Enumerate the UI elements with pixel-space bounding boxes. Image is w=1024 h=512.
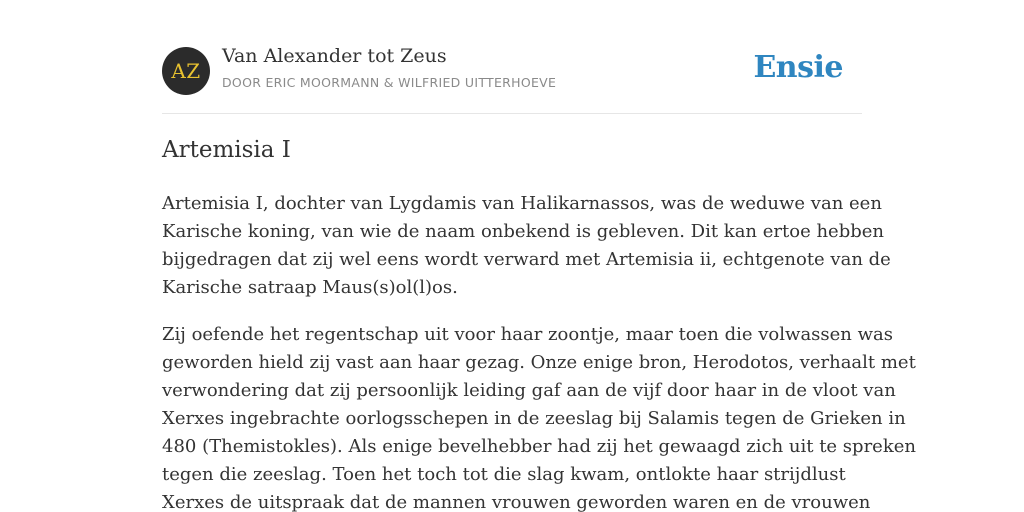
book-title[interactable]: Van Alexander tot Zeus [222, 45, 447, 67]
book-header [162, 0, 862, 114]
entry-paragraph-1 [162, 190, 891, 302]
text-line: Zij oefende het regentschap uit voor haar zoontje, maar toen die volwassen was [162, 324, 893, 345]
text-line: Karische koning, van wie de naam onbekend is gebleven. Dit kan ertoe hebben [162, 221, 884, 242]
text-line: Xerxes ingebrachte oorlogsschepen in de zeeslag bij Salamis tegen de Grieken in [162, 408, 906, 429]
content-column [162, 0, 916, 512]
text-line: 480 (Themistokles). Als enige bevelhebber had zij het gewaagd zich uit te spreken [162, 436, 916, 457]
text-line: bijgedragen dat zij wel eens wordt verward met Artemisia ii, echtgenote van de [162, 249, 891, 270]
entry-paragraph-2 [162, 321, 916, 512]
text-line: Xerxes de uitspraak dat de mannen vrouwen geworden waren en de vrouwen [162, 492, 871, 512]
entry-title: Artemisia I [162, 137, 291, 163]
book-authors: DOOR ERIC MOORMANN & WILFRIED UITTERHOEVE [222, 75, 557, 90]
text-line: tegen die zeeslag. Toen het toch tot die slag kwam, ontlokte haar strijdlust [162, 464, 846, 485]
book-avatar[interactable]: AZ [162, 47, 210, 95]
text-line: verwondering dat zij persoonlijk leiding gaf aan de vijf door haar in de vloot van [162, 380, 896, 401]
ensie-logo[interactable]: Ensie [753, 50, 843, 85]
text-line: Artemisia I, dochter van Lygdamis van Halikarnassos, was de weduwe van een [162, 193, 882, 214]
text-line: Karische satraap Maus(s)ol(l)os. [162, 277, 458, 298]
text-line: geworden hield zij vast aan haar gezag. Onze enige bron, Herodotos, verhaalt met [162, 352, 916, 373]
